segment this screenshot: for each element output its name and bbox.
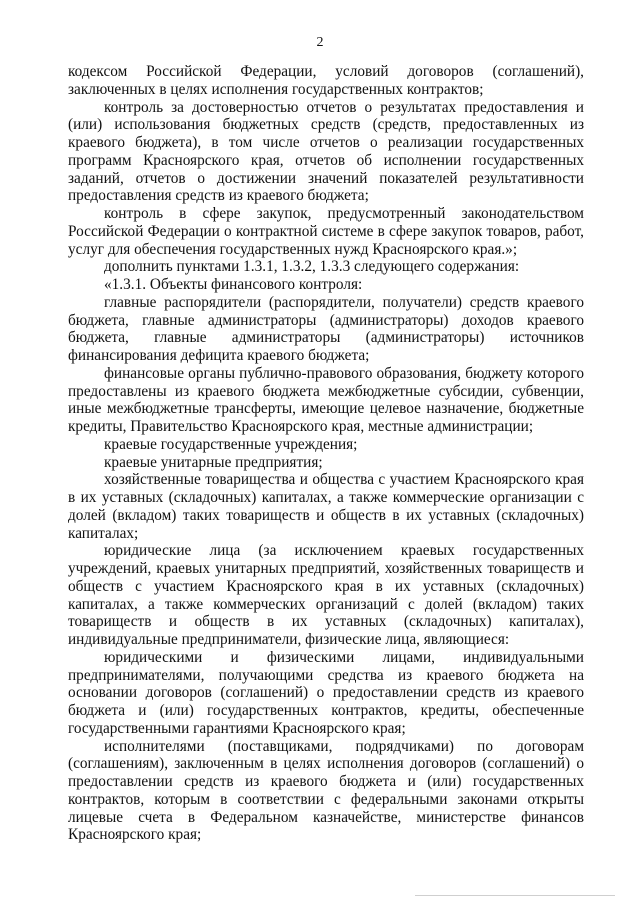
paragraph-reporting-control: контроль за достоверностью отчетов о результатах предоставления и (или) использования бюджетных средств (средств, предоставленных из краевого бюджета), в том числе отчетов о реализации государственных программ Красноярского края, отчетов об исполнении государственных заданий, отчетов о достижении значений показателей результативности предоставления средств из краевого бюджета; — [68, 98, 584, 205]
document-body — [68, 63, 584, 844]
paragraph-state-institutions: краевые государственные учреждения; — [104, 435, 358, 453]
paragraph-financial-bodies: финансовые органы публично-правового образования, бюджету которого предоставлены из краевого бюджета межбюджетные субсидии, субвенции, иные межбюджетные трансферты, имеющие целевое назначение, бюджетные кредиты, Правительство Красноярского края, местные администрации; — [68, 364, 584, 435]
paragraph-amendment-intro: дополнить пунктами 1.3.1, 1.3.2, 1.3.3 следующего содержания: — [104, 258, 520, 276]
paragraph-section-heading: «1.3.1. Объекты финансового контроля: — [104, 276, 363, 293]
paragraph-chief-administrators: главные распорядители (распорядители, получатели) средств краевого бюджета, главные администраторы (администраторы) доходов краевого бюджета, главные администраторы (администраторы) источников финансирования дефицита краевого бюджета; — [68, 293, 584, 364]
paragraph-fund-recipients: юридическими и физическими лицами, индивидуальными предпринимателями, получающими средства из краевого бюджета на основании договоров (соглашений) о предоставлении средств из краевого бюджета и (или) государственных контрактов, кредиты, обеспеченные государственными гарантиями Красноярского края; — [68, 648, 584, 737]
paragraph-legal-entities: юридические лица (за исключением краевых государственных учреждений, краевых унитарных предприятий, хозяйственных товариществ и обществ с участием Красноярского края в их уставных (складочных) капиталах, а также коммерческих организаций с долей (вкладом) таких товариществ и обществ в их уставных (складочных) капиталах), индивидуальные предприниматели, физические лица, являющиеся: — [68, 542, 584, 648]
paragraph-procurement-control: контроль в сфере закупок, предусмотренный законодательством Российской Федерации о контрактной системе в сфере закупок товаров, работ, услуг для обеспечения государственных нужд Красноярского края.»; — [68, 205, 584, 258]
page-number: 2 — [316, 35, 324, 50]
paragraph-contractors: исполнителями (поставщиками, подрядчиками) по договорам (соглашениям), заключенным в целях исполнения договоров (соглашений) о предоставлении средств из краевого бюджета и (или) государственных контрактов, которым в соответствии с федеральными законами открыты лицевые счета в Федеральном казначействе, министерстве финансов Красноярского края; — [68, 737, 584, 844]
paragraph-continuation: кодексом Российской Федерации, условий договоров (соглашений), заключенных в целях исполнения государственных контрактов; — [68, 63, 584, 98]
paragraph-unitary-enterprises: краевые унитарные предприятия; — [104, 453, 323, 471]
scan-edge-line — [415, 895, 615, 896]
paragraph-business-partnerships: хозяйственные товарищества и общества с участием Красноярского края в их уставных (складочных) капиталах, а также коммерческие организации с долей (вкладом) таких товариществ и обществ в их уставных (складочных) капиталах; — [68, 471, 584, 542]
